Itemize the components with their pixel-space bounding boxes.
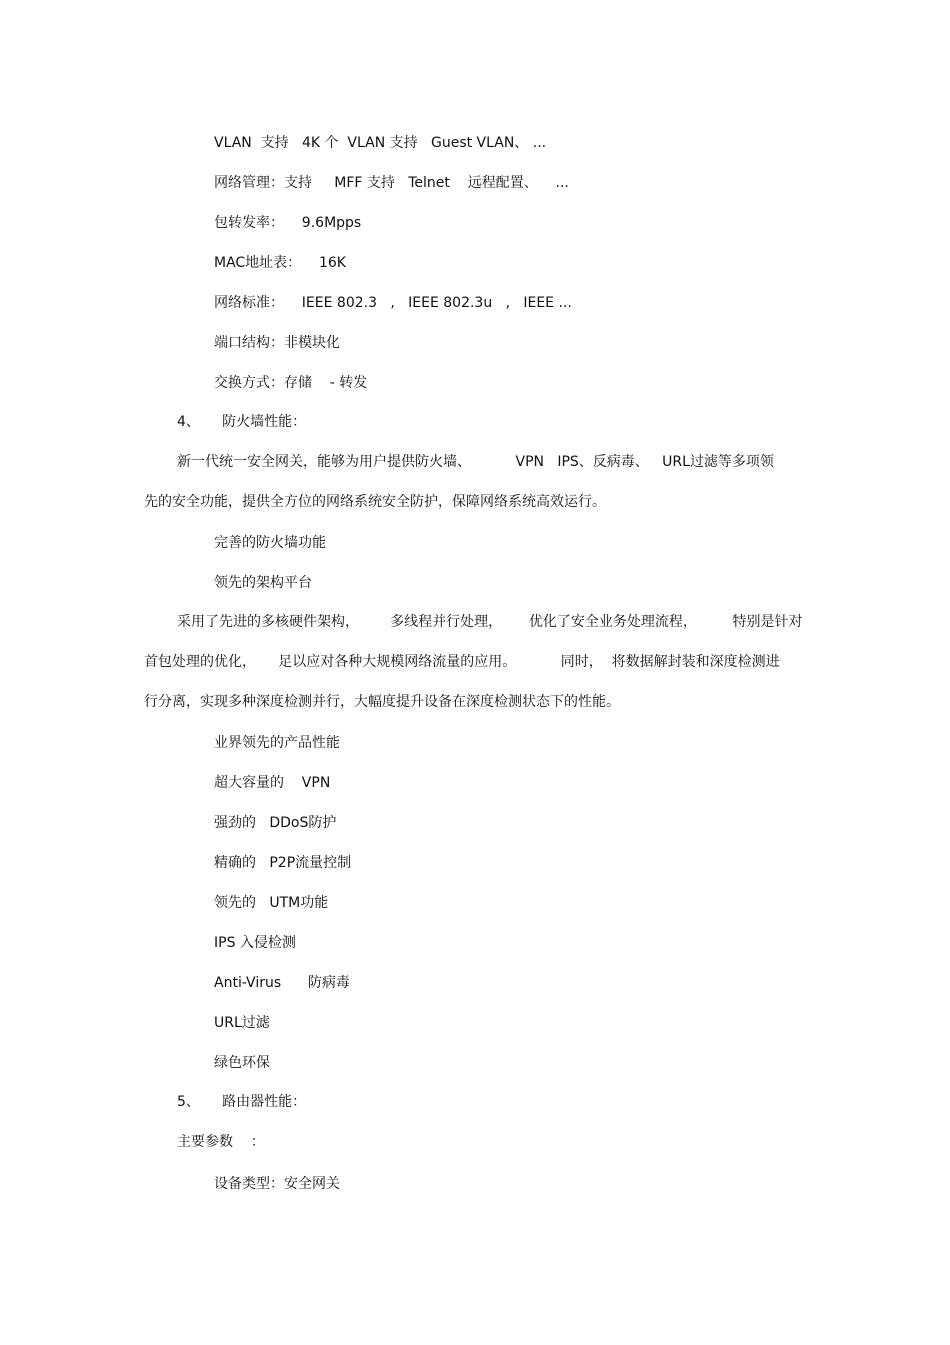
bullet-item: 超大容量的 VPN: [214, 775, 331, 791]
bullet-item: 强劲的 DDoS防护: [214, 815, 337, 831]
port-structure-line: 端口结构：非模块化: [214, 335, 340, 351]
bullet-item: 领先的架构平台: [214, 575, 312, 591]
packet-forwarding-line: 包转发率： 9.6Mpps: [214, 215, 362, 231]
vlan-line: VLAN 支持 4K 个 VLAN 支持 Guest VLAN、 ...: [214, 135, 547, 151]
main-params-label: 主要参数 ：: [177, 1134, 265, 1150]
bullet-item: Anti-Virus 防病毒: [214, 975, 350, 991]
paragraph-line: 采用了先进的多核硬件架构， 多线程并行处理， 优化了安全业务处理流程， 特别是针对: [177, 614, 803, 630]
bullet-item: 完善的防火墙功能: [214, 535, 326, 551]
bullet-item: 业界领先的产品性能: [214, 735, 340, 751]
bullet-item: 精确的 P2P流量控制: [214, 855, 352, 871]
bullet-item: URL过滤: [214, 1015, 270, 1031]
paragraph-line: 首包处理的优化， 足以应对各种大规模网络流量的应用。 同时， 将数据解封装和深度检测进: [144, 654, 780, 670]
bullet-item: 绿色环保: [214, 1055, 270, 1071]
switching-mode-line: 交换方式：存储 - 转发: [214, 375, 368, 391]
network-management-line: 网络管理：支持 MFF 支持 Telnet 远程配置、 ...: [214, 175, 569, 191]
paragraph-line: 新一代统一安全网关，能够为用户提供防火墙、 VPN IPS、反病毒、 URL过滤等多项领: [177, 454, 774, 470]
mac-table-line: MAC地址表： 16K: [214, 255, 346, 271]
bullet-item: IPS 入侵检测: [214, 935, 296, 951]
bullet-item: 领先的 UTM功能: [214, 895, 329, 911]
section-heading-router: 5、 路由器性能：: [177, 1094, 307, 1110]
section-heading-firewall: 4、 防火墙性能：: [177, 414, 307, 430]
paragraph-line: 行分离，实现多种深度检测并行，大幅度提升设备在深度检测状态下的性能。: [144, 694, 620, 710]
paragraph-line: 先的安全功能，提供全方位的网络系统安全防护，保障网络系统高效运行。: [144, 494, 606, 510]
device-type-line: 设备类型：安全网关: [214, 1176, 340, 1192]
network-standard-line: 网络标准： IEEE 802.3 , IEEE 802.3u , IEEE ...: [214, 295, 572, 311]
